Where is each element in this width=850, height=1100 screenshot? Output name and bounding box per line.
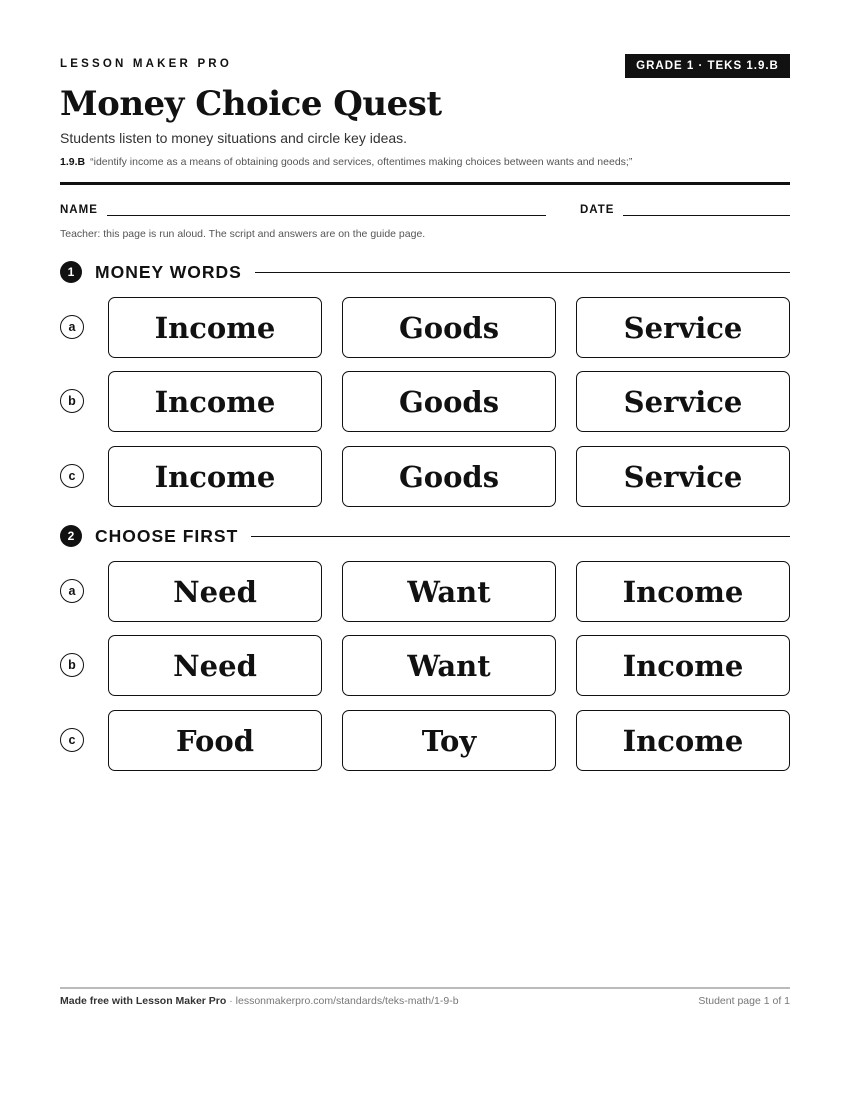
section-choose-first (60, 524, 790, 548)
footer-credit (60, 995, 459, 1007)
row-letter: a (60, 315, 84, 339)
page-title: Money Choice Quest (60, 84, 442, 124)
choice-card[interactable]: Income (108, 297, 322, 358)
choice-card[interactable]: Food (108, 710, 322, 771)
choice-card[interactable]: Need (108, 561, 322, 622)
section-title: CHOOSE FIRST (95, 525, 239, 546)
row-letter: c (60, 464, 84, 488)
standard-code: 1.9.B (60, 156, 86, 168)
section-divider (255, 272, 790, 273)
date-label: DATE (580, 204, 615, 216)
footer-divider (60, 987, 790, 989)
standard-statement (60, 156, 632, 168)
teacher-note: Teacher: this page is run aloud. The script and answers are on the guide page. (60, 228, 426, 240)
date-line[interactable] (623, 215, 790, 216)
question-row (60, 561, 790, 623)
choice-card[interactable]: Income (576, 710, 790, 771)
choice-card[interactable]: Goods (342, 297, 556, 358)
choice-card[interactable]: Want (342, 635, 556, 696)
choice-card[interactable]: Service (576, 446, 790, 507)
question-row (60, 371, 790, 433)
row-letter: c (60, 728, 84, 752)
choice-card[interactable]: Want (342, 561, 556, 622)
section-number: 2 (60, 525, 82, 547)
question-row (60, 635, 790, 697)
name-label: NAME (60, 204, 98, 216)
choice-card[interactable]: Income (576, 635, 790, 696)
section-title: MONEY WORDS (95, 261, 242, 282)
question-row (60, 710, 790, 772)
row-letter: a (60, 579, 84, 603)
row-letter: b (60, 389, 84, 413)
choice-card[interactable]: Service (576, 297, 790, 358)
choice-card[interactable]: Income (108, 446, 322, 507)
footer-page-number: Student page 1 of 1 (698, 995, 790, 1007)
choice-card[interactable]: Income (576, 561, 790, 622)
choice-card[interactable]: Goods (342, 371, 556, 432)
page-subtitle: Students listen to money situations and circle key ideas. (60, 130, 408, 146)
choice-card[interactable]: Need (108, 635, 322, 696)
footer-made-with: Made free with Lesson Maker Pro (60, 995, 227, 1007)
standard-text: “identify income as a means of obtaining goods and services, oftentimes making choices between wants and needs;” (90, 156, 633, 168)
footer-url[interactable]: · lessonmakerpro.com/standards/teks-math/1-9-b (226, 995, 459, 1007)
choice-card[interactable]: Goods (342, 446, 556, 507)
grade-standard-badge: GRADE 1 · TEKS 1.9.B (625, 54, 790, 78)
brand-name: LESSON MAKER PRO (60, 58, 232, 70)
header-divider (60, 182, 790, 185)
choice-card[interactable]: Toy (342, 710, 556, 771)
section-divider (251, 536, 790, 537)
question-row (60, 297, 790, 359)
choice-card[interactable]: Income (108, 371, 322, 432)
section-money-words (60, 260, 790, 284)
question-row (60, 446, 790, 508)
choice-card[interactable]: Service (576, 371, 790, 432)
row-letter: b (60, 653, 84, 677)
name-line[interactable] (107, 215, 546, 216)
section-number: 1 (60, 261, 82, 283)
